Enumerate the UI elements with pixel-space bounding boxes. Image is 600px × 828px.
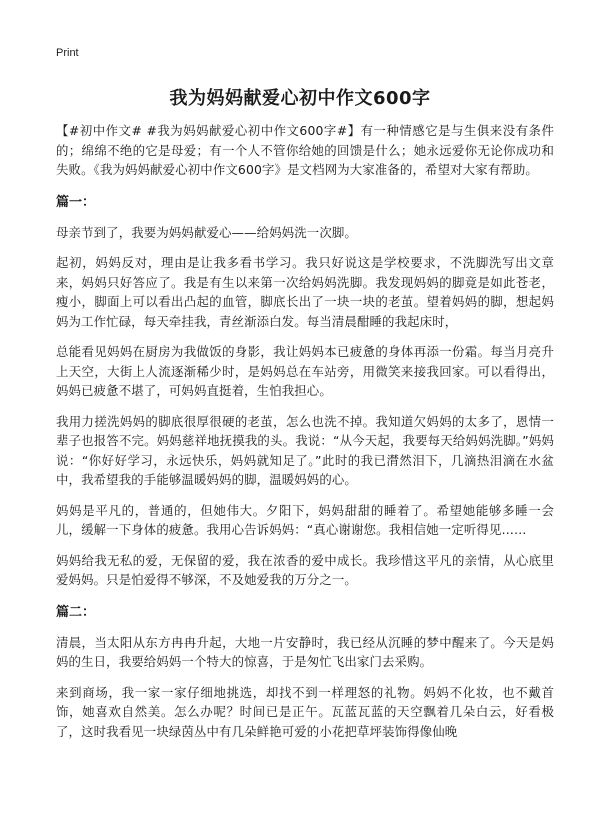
paragraph: 妈妈给我无私的爱，无保留的爱，我在浓香的爱中成长。我珍惜这平凡的亲情，从心底里爱妈妈。只是怕爱得不够深，不及她爱我的万分之一。	[56, 552, 554, 587]
section-heading-1: 篇一：	[56, 194, 96, 210]
print-label[interactable]: Print	[56, 47, 79, 59]
paragraph: 起初，妈妈反对，理由是让我多看书学习。我只好说这是学校要求，不洗脚洗写出文章来，妈妈只好答应了。我是有生以来第一次给妈妈洗脚。我发现妈妈的脚竟是如此苍老，瘦小，脚面上可以看出凸起的血管，脚底长出了一块一块的老茧。望着妈妈的脚，想起妈妈为工作忙碌，每天牵挂我，青丝渐添白发。每当清晨酣睡的我起床时，	[56, 255, 554, 329]
paragraph: 我用力搓洗妈妈的脚底很厚很硬的老茧，怎么也洗不掉。我知道欠妈妈的太多了，恩情一辈子也报答不完。妈妈慈祥地抚摸我的头。我说：“从今天起，我要每天给妈妈洗脚。”妈妈说：“你好好学习，永远快乐，妈妈就知足了。”此时的我已潸然泪下，几滴热泪滴在水盆中，我希望我的手能够温暖妈妈的脚，温暖妈妈的心。	[56, 413, 554, 487]
paragraph: 清晨，当太阳从东方冉冉升起，大地一片安静时，我已经从沉睡的梦中醒来了。今天是妈妈的生日，我要给妈妈一个特大的惊喜，于是匆忙飞出家门去采购。	[56, 634, 554, 669]
paragraph: 母亲节到了，我要为妈妈献爱心——给妈妈洗一次脚。	[56, 224, 357, 240]
document-title: 我为妈妈献爱心初中作文600字	[169, 88, 431, 109]
section-heading-2: 篇二：	[56, 604, 96, 620]
paragraph: 来到商场，我一家一家仔细地挑选，却找不到一样理怒的礼物。妈妈不化妆，也不戴首饰，她喜欢自然美。怎么办呢？时间已是正午。瓦蓝瓦蓝的天空飘着几朵白云，好看极了，这时我看见一块绿茵丛中有几朵鲜艳可爱的小花把草坪装饰得像仙晚	[56, 684, 554, 739]
paragraph: 妈妈是平凡的，普通的，但她伟大。夕阳下，妈妈甜甜的睡着了。希望她能够多睡一会儿，缓解一下身体的疲惫。我用心告诉妈妈：“真心谢谢您。我相信她一定听得见……	[56, 502, 554, 537]
intro-paragraph: 【#初中作文# #我为妈妈献爱心初中作文600字#】有一种情感它是与生俱来没有条件的；绵绵不绝的它是母爱；有一个人不管你给她的回馈是什么；她永远爱你无论你成功和失败。《我为妈妈献爱心初中作文600字》是文档网为大家准备的，希望对大家有帮助。	[56, 123, 554, 177]
paragraph: 总能看见妈妈在厨房为我做饭的身影，我让妈妈本已疲惫的身体再添一份霜。每当月亮升上天空，大街上人流逐渐稀少时，是妈妈总在车站旁，用微笑来接我回家。可以看得出，妈妈已疲惫不堪了，可妈妈直挺着，生怕我担心。	[56, 344, 554, 398]
document-body	[56, 121, 554, 752]
